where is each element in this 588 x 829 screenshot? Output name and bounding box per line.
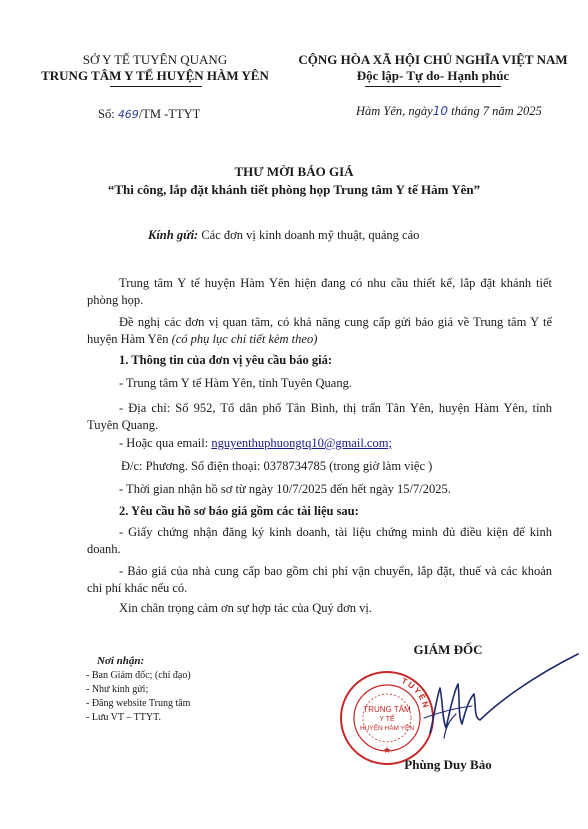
stamp-center-line: TRUNG TÂM [363,705,411,714]
paragraph-request-note: (có phụ lục chi tiết kèm theo) [171,332,318,346]
doc-number-label: Số: [98,107,115,121]
stamp-center-line: HUYỆN HÀM YÊN [359,725,415,732]
national-motto: Độc lập- Tự do- Hạnh phúc [356,68,510,83]
recipients-item: - Như kính gửi; [86,684,149,695]
section-1-org: - Trung tâm Y tế Hàm Yên, tỉnh Tuyên Quang. [119,376,352,390]
document-title: THƯ MỜI BÁO GIÁ [234,164,354,179]
doc-number [98,107,200,122]
agency-name: TRUNG TÂM Y TẾ HUYỆN HÀM YÊN [41,68,269,83]
recipients-item: - Lưu VT – TTYT. [86,712,161,723]
signer-name: Phùng Duy Bảo [404,757,492,772]
section-1-email [119,435,549,452]
recipient-label: Kính gửi: [148,228,199,242]
closing-line: Xin chân trọng cảm ơn sự hợp tác của Quý đơn vị. [119,601,372,615]
date-prefix: Hàm Yên, ngày [356,104,433,118]
doc-date [356,104,542,119]
section-2-heading: 2. Yêu cầu hồ sơ báo giá gồm các tài liệu sau: [119,504,359,518]
document-subtitle: “Thi công, lắp đặt khánh tiết phòng họp Trung tâm Y tế Hàm Yên” [107,182,481,197]
email-label: - Hoặc qua email: [119,436,212,450]
section-1-time: - Thời gian nhận hồ sơ từ ngày 10/7/2025 đến hết ngày 15/7/2025. [119,482,451,496]
doc-number-suffix: /TM -TTYT [138,107,201,121]
paragraph-request [87,314,552,348]
email-link[interactable]: nguyenthuphuongtq10@gmail.com; [211,436,392,450]
recipients-item: - Đăng website Trung tâm [86,698,191,709]
stamp-star-icon: ★ [382,746,392,756]
agency-underline [110,86,202,87]
handwritten-signature [400,648,580,758]
recipient-value: Các đơn vị kinh doanh mỹ thuật, quảng cáo [201,228,420,242]
agency-parent: SỞ Y TẾ TUYÊN QUANG [82,52,228,67]
paragraph-request-text: Đề nghị các đơn vị quan tâm, có khả năng cung cấp gửi báo giá về Trung tâm Y tế huyện Hàm Yên [87,315,552,346]
recipients-item: - Ban Giám đốc; (chỉ đạo) [86,670,191,681]
date-suffix: tháng 7 năm 2025 [451,104,542,118]
date-day: 10 [432,104,449,118]
section-1-heading: 1. Thông tin của đơn vị yêu cầu báo giá: [119,353,332,367]
doc-number-value: 469 [117,108,139,121]
stamp-center-line: Y TẾ [379,716,395,723]
recipient-line [148,228,419,243]
stamp-ring-text: TUYÊN [400,676,431,711]
national-title: CỘNG HÒA XÃ HỘI CHỦ NGHĨA VIỆT NAM [298,52,568,67]
section-1-address: - Địa chỉ: Số 952, Tổ dân phố Tân Bình, thị trấn Tân Yên, huyện Hàm Yên, tỉnh Tuyên Quang. [87,401,552,432]
signature-position: GIÁM ĐỐC [413,642,483,657]
recipients-list [86,669,191,725]
recipients-title: Nơi nhận: [97,655,145,667]
section-2-item-2: - Báo giá của nhà cung cấp bao gồm chi phí vận chuyển, lắp đặt, thuế và các khoản chi phí khác nếu có. [87,564,552,595]
section-2-item-1: - Giấy chứng nhận đăng ký kinh doanh, tài liệu chứng minh đủ điều kiện để kinh doanh. [87,525,552,556]
section-1-contact: Đ/c: Phương. Số điện thoại: 0378734785 (trong giờ làm việc ) [121,459,433,473]
motto-underline [365,86,501,87]
paragraph-intro: Trung tâm Y tế huyện Hàm Yên hiện đang có nhu cầu thiết kế, lắp đặt khánh tiết phòng họp. [87,276,552,307]
